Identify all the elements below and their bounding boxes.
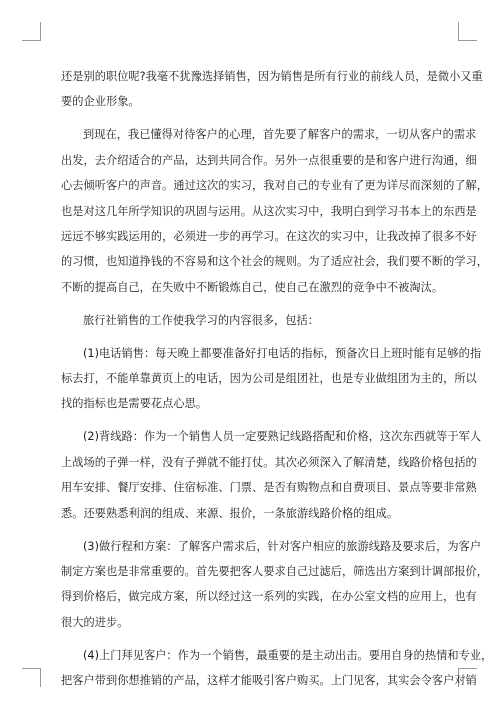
paragraph bbox=[61, 534, 489, 636]
text-line: 标去打，不能单靠黄页上的电话，因为公司是组团社，也是专业做组团为主的，所以 bbox=[61, 372, 477, 386]
text-line: 还是别的职位呢?我毫不犹豫选择销售，因为销售是所有行业的前线人员，是微小又重 bbox=[61, 70, 483, 83]
text-line: 也是对这几年所学知识的巩固与运用。从这次实习中，我明白到学习书本上的东西是 bbox=[61, 204, 477, 218]
text-line: (2)背线路：作为一个销售人员一定要熟记线路搭配和价格，这次东西就等于军人 bbox=[83, 430, 482, 444]
text-line: 的习惯，也知道挣钱的不容易和这个社会的规则。为了适应社会，我们要不断的学习， bbox=[61, 255, 489, 269]
text-line: (3)做行程和方案：了解客户需求后，针对客户相应的旅游线路及要求后，为客户 bbox=[83, 539, 482, 553]
text-line: 得到价格后，做完成方案，所以经过这一系列的实践，在办公室文档的应用上，也有 bbox=[61, 590, 477, 604]
paragraph bbox=[61, 424, 482, 526]
text-line: (1)电话销售：每天晚上都要准备好打电话的指标，预备次日上班时能有足够的指 bbox=[83, 346, 482, 360]
text-line: 心去倾听客户的声音。通过这次的实习，我对自己的专业有了更为详尽而深刻的了解， bbox=[61, 179, 489, 193]
document-body bbox=[61, 64, 493, 701]
text-line: 到现在，我已懂得对待客户的心理，首先要了解客户的需求，一切从客户的需求 bbox=[83, 128, 477, 142]
text-line: 悉。还要熟悉利润的组成、来源、报价，一条旅游线路价格的组成。 bbox=[61, 506, 399, 520]
text-line: 旅行社销售的工作使我学习的内容很多，包括： bbox=[83, 313, 319, 327]
text-line: 用车安排、餐厅安排、住宿标准、门票、是否有购物点和自费项目、景点等要非常熟 bbox=[61, 481, 477, 495]
text-line: 要的企业形象。 bbox=[61, 95, 140, 109]
text-line: 制定方案也是非常重要的。首先要把客人要求自己过滤后，筛选出方案到计调部报价， bbox=[61, 565, 489, 578]
text-line: 上战场的子弹一样，没有子弹就不能打仗。其次必须深入了解清楚，线路价格包括的 bbox=[61, 455, 477, 469]
crop-mark-top-left bbox=[22, 22, 41, 41]
paragraph bbox=[61, 308, 445, 333]
text-line: 找的指标也是需要花点心思。 bbox=[61, 397, 208, 411]
paragraph bbox=[61, 64, 483, 115]
text-line: 远远不够实践运用的，必须进一步的再学习。在这次的实习中，让我改掉了很多不好 bbox=[61, 229, 477, 243]
text-line: 不断的提高自己，在失败中不断锻炼自己，使自己在激烈的竞争中不被淘汰。 bbox=[61, 280, 444, 294]
paragraph bbox=[61, 341, 482, 417]
crop-mark-bottom-left bbox=[22, 668, 41, 687]
text-line: (4)上门拜见客户：作为一个销售，最重要的是主动出击。要用自身的热情和专业， bbox=[83, 648, 493, 662]
text-line: 很大的进步。 bbox=[61, 615, 129, 629]
crop-mark-top-right bbox=[458, 22, 477, 41]
paragraph bbox=[61, 122, 489, 300]
text-line: 把客户带到你想推销的产品，这样才能吸引客户购买。上门见客，其实会令客户对销 bbox=[61, 674, 477, 688]
paragraph bbox=[61, 643, 493, 694]
text-line: 出发，去介绍适合的产品，达到共同合作。另外一点很重要的是和客户进行沟通，细 bbox=[61, 153, 477, 167]
